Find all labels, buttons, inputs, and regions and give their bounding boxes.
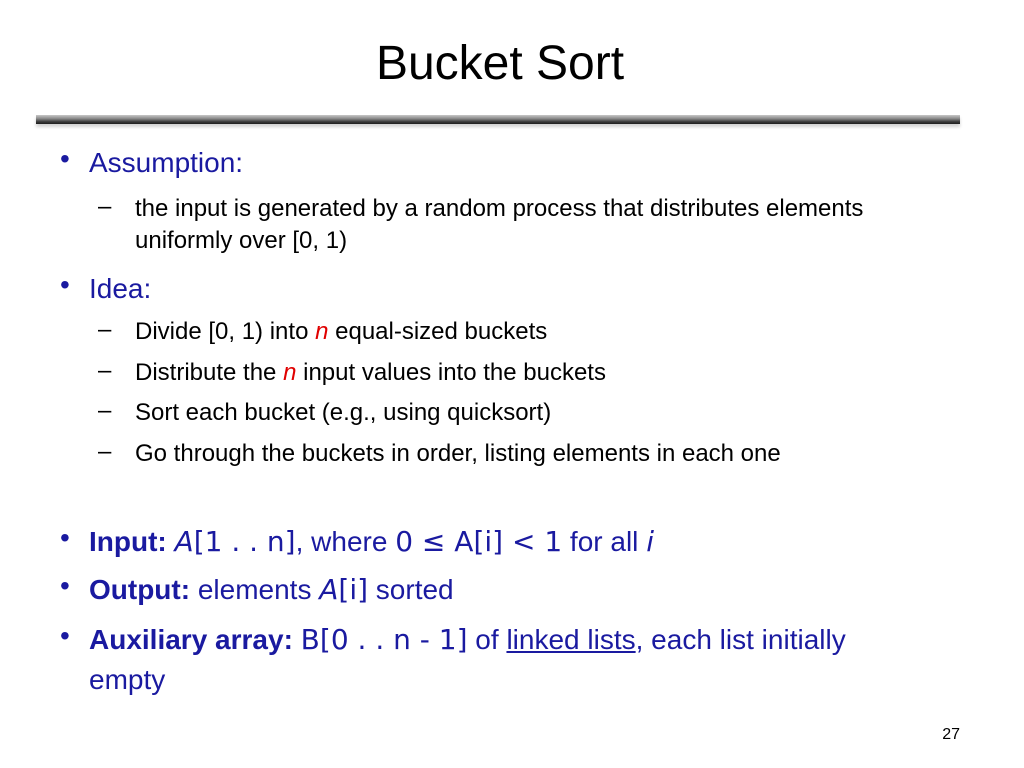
bullet-auxiliary: Auxiliary array: B[0 . . n - 1] of linked lists, each list initially empty <box>89 623 846 695</box>
sub-idea-distribute: Distribute the n input values into the buckets <box>135 359 606 386</box>
bullet-assumption: Assumption: <box>89 147 244 178</box>
bullet-dot: • <box>60 522 70 553</box>
linked-lists-link[interactable]: linked lists <box>506 624 636 655</box>
sub-assumption: the input is generated by a random process that distributes elements uniformly over [0, 1) <box>135 195 864 254</box>
sub-dash: – <box>98 397 112 424</box>
bullet-dot: • <box>60 620 70 651</box>
bullet-dot: • <box>60 143 70 174</box>
bullet-dot: • <box>60 269 70 300</box>
sub-dash: – <box>98 438 112 465</box>
bullet-dot: • <box>60 570 70 601</box>
bullet-idea: Idea: <box>89 273 152 304</box>
bullet-input: Input: A[1 . . n], where 0 ≤ A[i] < 1 for all i <box>89 525 654 558</box>
sub-idea-sort: Sort each bucket (e.g., using quicksort) <box>135 399 552 426</box>
sub-dash: – <box>98 316 112 343</box>
bullet-output: Output: elements A[i] sorted <box>89 573 454 606</box>
page-number: 27 <box>942 726 960 743</box>
sub-idea-divide: Divide [0, 1) into n equal-sized buckets <box>135 318 548 345</box>
sub-dash: – <box>98 193 112 220</box>
slide-title: Bucket Sort <box>375 37 625 90</box>
sub-dash: – <box>98 357 112 384</box>
sub-idea-traverse: Go through the buckets in order, listing elements in each one <box>135 440 781 467</box>
